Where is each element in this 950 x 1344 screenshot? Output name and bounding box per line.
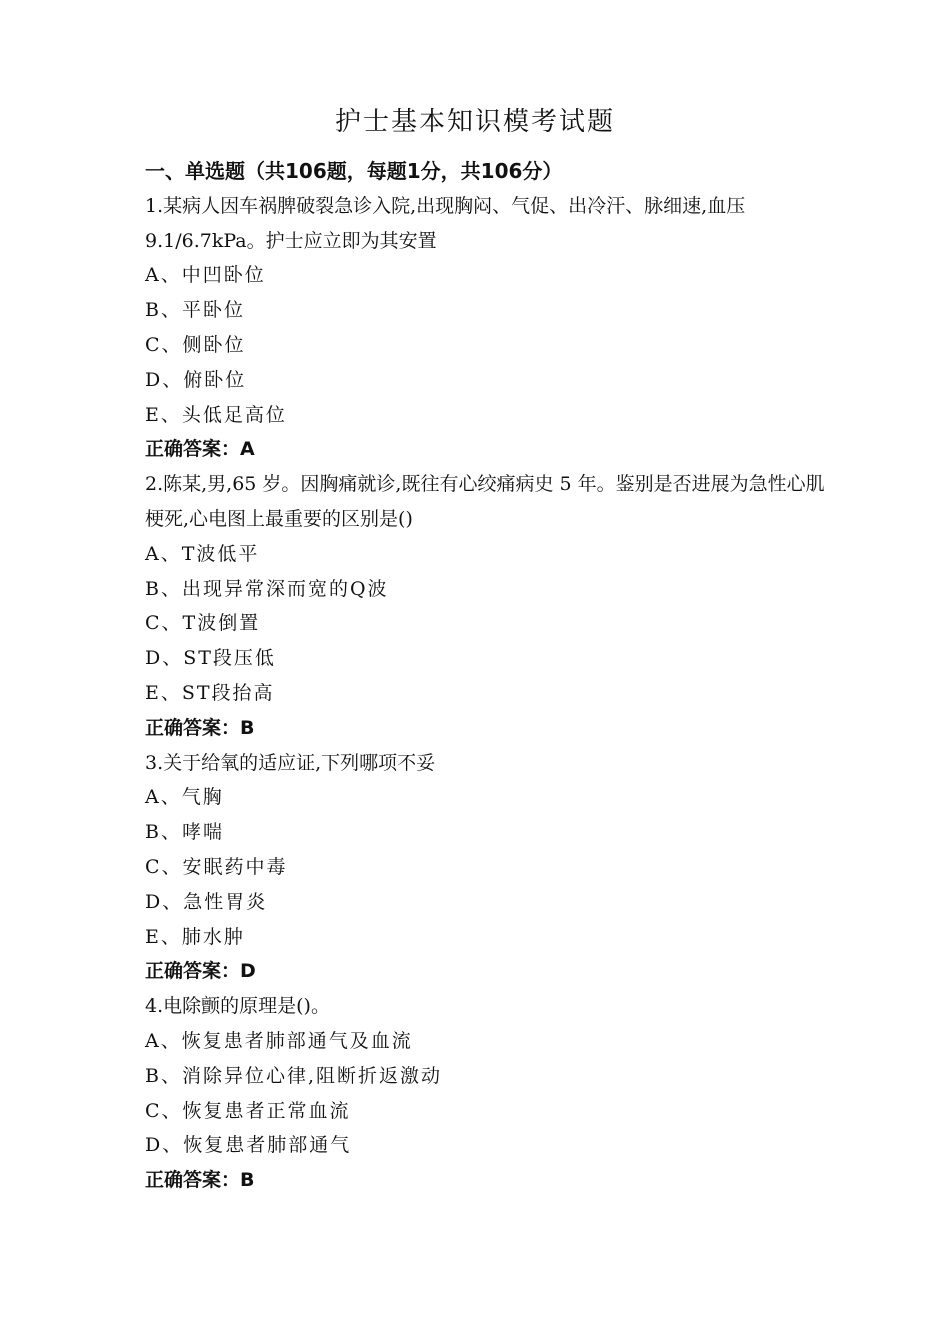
option-a: A、恢复患者肺部通气及血流 [145, 1029, 413, 1052]
option-d: D、恢复患者肺部通气 [145, 1134, 352, 1157]
option-d: D、ST段压低 [145, 647, 276, 670]
answer-prefix: 正确答案： [145, 438, 241, 461]
question-stem: 3.关于给氧的适应证,下列哪项不妥 [145, 751, 436, 774]
option-e: E、ST段抬高 [145, 681, 275, 704]
option-b: B、出现异常深而宽的Q波 [145, 577, 389, 600]
option-d: D、急性胃炎 [145, 890, 268, 913]
option-c: C、侧卧位 [145, 333, 246, 356]
question-4 [145, 989, 825, 1198]
option-e: E、肺水肿 [145, 925, 245, 948]
question-3 [145, 746, 825, 990]
question-1 [145, 189, 825, 467]
option-c: C、恢复患者正常血流 [145, 1099, 351, 1122]
option-a: A、T波低平 [145, 542, 260, 565]
option-d: D、俯卧位 [145, 368, 247, 391]
section-header: 一、单选题（共106题，每题1分，共106分） [145, 159, 563, 183]
option-c: C、T波倒置 [145, 612, 261, 635]
answer-value: B [240, 1169, 255, 1192]
correct-answer [145, 1163, 825, 1198]
option-e: E、头低足高位 [145, 403, 287, 426]
question-2 [145, 467, 825, 745]
correct-answer [145, 711, 825, 746]
correct-answer [145, 954, 825, 989]
answer-prefix: 正确答案： [145, 716, 241, 739]
answer-value: D [240, 960, 256, 983]
option-b: B、平卧位 [145, 299, 245, 322]
answer-value: A [240, 438, 255, 461]
option-c: C、安眠药中毒 [145, 855, 288, 878]
option-a: A、气胸 [145, 786, 224, 809]
answer-prefix: 正确答案： [145, 960, 241, 983]
document-body [145, 154, 825, 1198]
document-title: 护士基本知识模考试题 [334, 107, 615, 137]
question-stem: 2.陈某,男,65 岁。因胸痛就诊,既往有心绞痛病史 5 年。鉴别是否进展为急性心肌梗死,心电图上最重要的区别是() [145, 473, 825, 530]
answer-prefix: 正确答案： [145, 1169, 241, 1192]
correct-answer [145, 432, 825, 467]
option-b: B、哮喘 [145, 821, 224, 844]
question-stem: 1.某病人因车祸脾破裂急诊入院,出现胸闷、气促、出冷汗、脉细速,血压9.1/6.7kPa。护士应立即为其安置 [145, 194, 746, 252]
answer-value: B [240, 716, 255, 739]
question-stem: 4.电除颤的原理是()。 [145, 995, 330, 1018]
option-b: B、消除异位心律,阻断折返激动 [145, 1064, 443, 1087]
option-a: A、中凹卧位 [145, 264, 266, 287]
